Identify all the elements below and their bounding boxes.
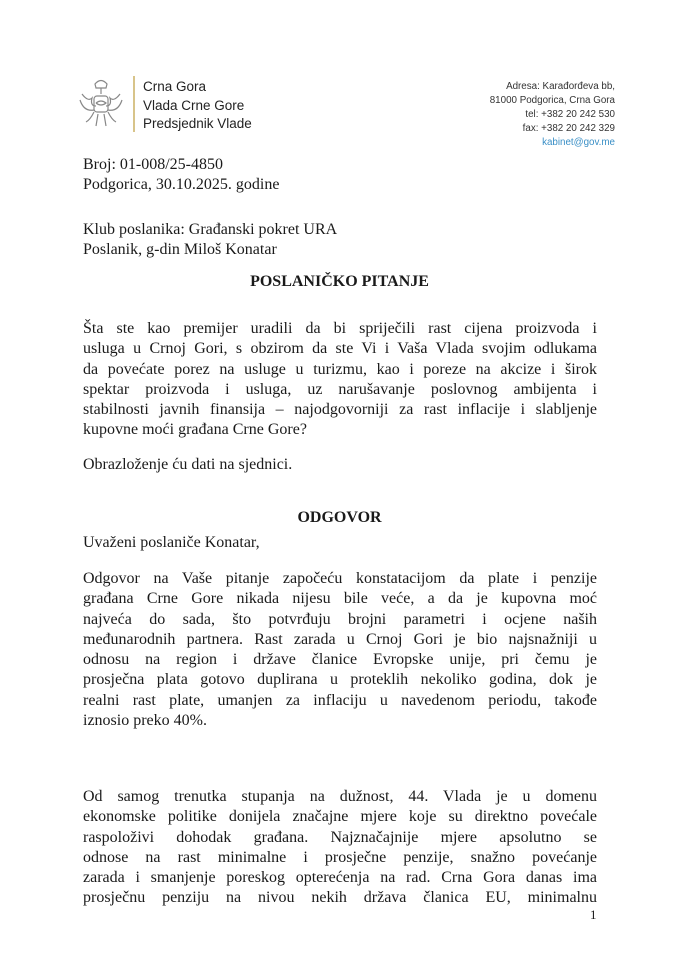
address-fax: fax: +382 20 242 329 (522, 123, 615, 134)
org-country: Crna Gora (143, 79, 207, 94)
header-divider (133, 76, 135, 132)
answer-paragraph-2 (83, 787, 597, 909)
text-line: prosječna plata gotovo duplirana u proteklih nekoliko godina, dok je (83, 671, 597, 689)
organization-name (143, 78, 252, 134)
address-street: Adresa: Karađorđeva bb, (506, 81, 615, 92)
question-text (83, 319, 597, 441)
recipient-club: Klub poslanika: Građanski pokret URA (83, 221, 338, 238)
question-note: Obrazloženje ću dati na sjednici. (83, 456, 293, 473)
text-line: odnosu na region i države članice Evropske unije, pri čemu je (83, 651, 597, 669)
text-line: prosječnu penziju na nivou nekih država članica EU, minimalnu (83, 889, 597, 907)
text-line: stabilnosti javnih finansija – najodgovorniji za rast inflacije i slabljenje (83, 401, 597, 419)
recipient (83, 220, 337, 260)
document-number: Broj: 01-008/25-4850 (83, 156, 223, 173)
org-government: Vlada Crne Gore (143, 97, 245, 113)
text-line: iznosio preko 40%. (83, 712, 207, 730)
salutation: Uvaženi poslaniče Konatar, (83, 534, 260, 551)
text-line: ekonomske politike donijela značajne mjere koje su direktno povećale (83, 808, 597, 826)
text-line: spektar proizvoda i usluga, uz narušavanje poslovnog ambijenta i (83, 380, 597, 398)
text-line: građana Crne Gore nikada nijesu bile veće, a da je kupovna moć (83, 590, 597, 608)
place-date: Podgorica, 30.10.2025. godine (83, 176, 280, 193)
text-line: najveća do sada, što potvrđuju brojni parametri i ocjene naših (83, 610, 597, 628)
address-city: 81000 Podgorica, Crna Gora (489, 95, 615, 106)
email-link[interactable]: kabinet@gov.me (542, 137, 615, 148)
text-line: Odgovor na Vaše pitanje započeću konstatacijom da plate i penzije (83, 570, 597, 587)
text-line: odnose na rast minimalne i prosječne penzije, snažno povećanje (83, 848, 597, 866)
text-line: Šta ste kao premijer uradili da bi spriječili rast cijena proizvoda i (83, 320, 597, 337)
text-line: zarada i smanjenje poreskog opterećenja na rad. Crna Gora danas ima (83, 869, 597, 887)
text-line: kupovne moći građana Crne Gore? (83, 421, 307, 439)
text-line: Od samog trenutka stupanja na dužnost, 44. Vlada je u domenu (83, 788, 597, 805)
document-meta (83, 155, 279, 195)
page-number: 1 (590, 907, 597, 922)
recipient-name: Poslanik, g-din Miloš Konatar (83, 241, 277, 258)
text-line: raspoloživi dohodak građana. Najznačajnije mjere apsolutno se (83, 828, 597, 846)
answer-title: ODGOVOR (297, 509, 382, 526)
text-line: da povećate porez na usluge u turizmu, kao i poreze na akcize i širok (83, 360, 597, 378)
text-line: usluga u Crnoj Gori, s obzirom da ste Vi i Vaša Vlada svojim odlukama (83, 340, 597, 358)
question-title: POSLANIČKO PITANJE (250, 273, 429, 290)
org-office: Predsjednik Vlade (143, 116, 252, 131)
address-phone: tel: +382 20 242 530 (525, 109, 615, 120)
text-line: realni rast plate, umanjen za inflaciju u navedenom periodu, takođe (83, 691, 597, 709)
text-line: međunarodnih partnera. Rast zarada u Crnoj Gori je bio najsnažniji u (83, 630, 597, 648)
contact-address (490, 80, 615, 150)
coat-of-arms-logo (78, 76, 124, 130)
answer-paragraph-1 (83, 569, 597, 731)
